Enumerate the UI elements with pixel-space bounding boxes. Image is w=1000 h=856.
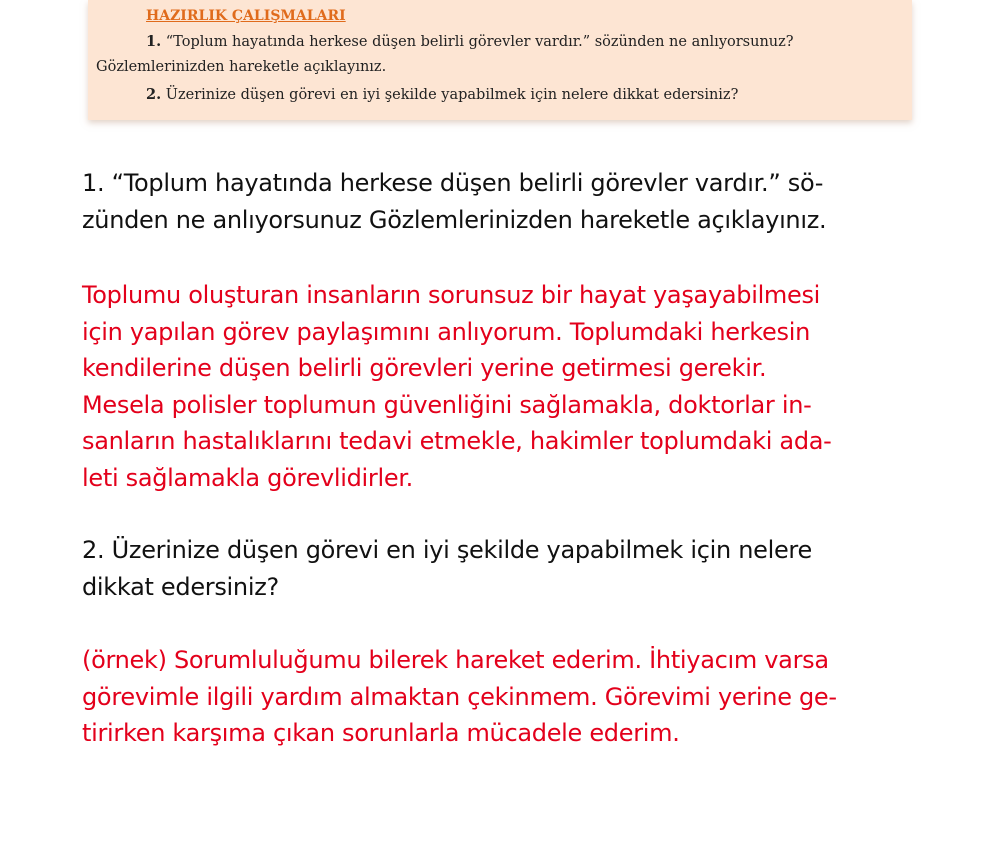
line: dikkat edersiniz?	[82, 572, 279, 601]
q2-text: Üzerinize düşen görevi en iyi şekilde yapabilmek için nelere dikkat edersiniz?	[165, 87, 739, 103]
line: tirirken karşıma çıkan sorunlarla mücadele ederim.	[82, 719, 680, 747]
answer-2	[82, 642, 837, 752]
line: görevimle ilgili yardım almaktan çekinmem. Görevimi yerine ge-	[82, 682, 837, 711]
line: (örnek) Sorumluluğumu bilerek hareket ederim. İhtiyacım varsa	[82, 646, 829, 674]
question-1	[82, 165, 826, 238]
line: kendilerine düşen belirli görevleri yerine getirmesi gerekir.	[82, 354, 767, 382]
line: 2. Üzerinize düşen görevi en iyi şekilde yapabilmek için nelere	[82, 536, 812, 564]
answer-1	[82, 277, 832, 496]
line: Mesela polisler toplumun güvenliğini sağlamakla, doktorlar in-	[82, 390, 812, 419]
line: sanların hastalıklarını tedavi etmekle, hakimler toplumdaki ada-	[82, 427, 832, 455]
q1-text: “Toplum hayatında herkese düşen belirli görevler vardır.” sözünden ne anlıyorsunuz?	[165, 34, 794, 50]
box-question-2	[146, 86, 738, 103]
box-question-1-cont: Gözlemlerinizden hareketle açıklayınız.	[96, 59, 387, 75]
line: zünden ne anlıyorsunuz Gözlemlerinizden hareketle açıklayınız.	[82, 205, 827, 234]
preparation-box	[88, 0, 912, 120]
line: Toplumu oluşturan insanların sorunsuz bir hayat yaşayabilmesi	[82, 281, 821, 309]
q1-number: 1.	[146, 33, 162, 50]
box-title: HAZIRLIK ÇALIŞMALARI	[146, 8, 346, 24]
box-question-1	[146, 33, 794, 50]
q2-number: 2.	[146, 86, 162, 103]
line: leti sağlamakla görevlidirler.	[82, 463, 414, 492]
line: için yapılan görev paylaşımını anlıyorum. Toplumdaki herkesin	[82, 317, 810, 346]
line: 1. “Toplum hayatında herkese düşen belirli görevler vardır.” sö-	[82, 169, 824, 197]
question-2	[82, 532, 812, 605]
